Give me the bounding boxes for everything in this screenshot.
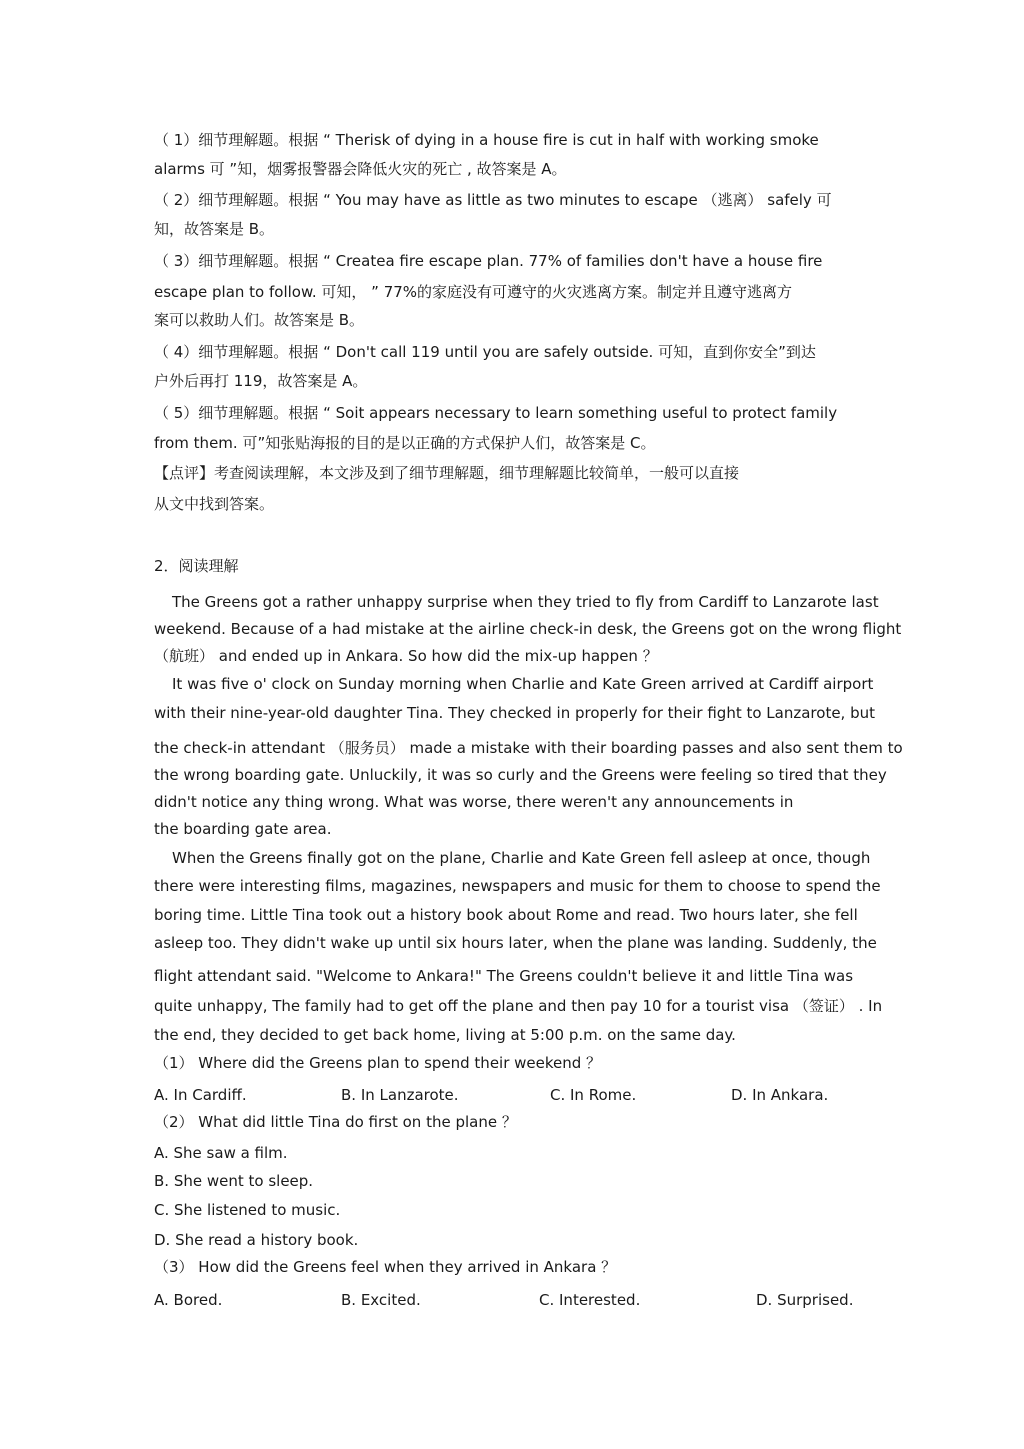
analysis-line: 知，故答案是 B。 (154, 220, 275, 238)
comment-line: 【点评】考查阅读理解，本文涉及到了细节理解题，细节理解题比较简单，一般可以直接 (154, 464, 740, 482)
passage-line: quite unhappy, The family had to get off the plane and then pay 10 for a tourist visa （签证） . In (154, 997, 883, 1015)
option-a: A. In Cardiff. (154, 1086, 247, 1104)
option-d: D. Surprised. (756, 1291, 854, 1309)
analysis-line: （ 4）细节理解题。根据 “ Don't call 119 until you are safely outside. 可知，直到你安全”到达 (154, 343, 816, 361)
analysis-line: from them. 可”知张贴海报的目的是以正确的方式保护人们，故答案是 C。 (154, 434, 656, 452)
comment-line: 从文中找到答案。 (154, 495, 275, 513)
analysis-line: escape plan to follow. 可知， ” 77%的家庭没有可遵守的火灾逃离方案。制定并且遵守逃离方 (154, 283, 793, 301)
passage-line: there were interesting films, magazines, newspapers and music for them to choose to spend the (154, 877, 881, 895)
analysis-line: 案可以救助人们。故答案是 B。 (154, 311, 365, 329)
analysis-line: alarms 可 ”知，烟雾报警器会降低火灾的死亡 , 故答案是 A。 (154, 160, 567, 178)
passage-line: the boarding gate area. (154, 820, 332, 838)
question-stem: （3） How did the Greens feel when they arrived in Ankara ？ (154, 1258, 617, 1276)
option-d: D. In Ankara. (731, 1086, 829, 1104)
option-b: B. In Lanzarote. (341, 1086, 459, 1104)
analysis-line: 户外后再打 119，故答案是 A。 (154, 372, 368, 390)
passage-line: boring time. Little Tina took out a history book about Rome and read. Two hours later, she fell (154, 906, 858, 924)
option-c: C. She listened to music. (154, 1201, 341, 1219)
analysis-line: （ 3）细节理解题。根据 “ Createa fire escape plan. 77% of families don't have a house fire (154, 252, 823, 270)
passage-line: The Greens got a rather unhappy surprise when they tried to fly from Cardiff to Lanzarote last (172, 593, 879, 611)
analysis-line: （ 2）细节理解题。根据 “ You may have as little as two minutes to escape （逃离） safely 可 (154, 191, 832, 209)
passage-line: didn't notice any thing wrong. What was worse, there weren't any announcements in (154, 793, 794, 811)
analysis-line: （ 1）细节理解题。根据 “ Therisk of dying in a house fire is cut in half with working smoke (154, 131, 819, 149)
passage-line: （航班） and ended up in Ankara. So how did the mix-up happen ？ (154, 647, 658, 665)
passage-line: weekend. Because of a had mistake at the airline check-in desk, the Greens got on the wrong flight (154, 620, 902, 638)
option-c: C. Interested. (539, 1291, 641, 1309)
passage-line: the check-in attendant （服务员） made a mistake with their boarding passes and also sent them to (154, 739, 903, 757)
passage-line: When the Greens finally got on the plane, Charlie and Kate Green fell asleep at once, though (172, 849, 871, 867)
passage-line: the end, they decided to get back home, living at 5:00 p.m. on the same day. (154, 1026, 736, 1044)
option-a: A. Bored. (154, 1291, 223, 1309)
option-b: B. Excited. (341, 1291, 421, 1309)
passage-line: flight attendant said. "Welcome to Ankara!" The Greens couldn't believe it and little Tina was (154, 967, 854, 985)
question-stem: （2） What did little Tina do first on the plane ？ (154, 1113, 517, 1131)
section-title: 2．阅读理解 (154, 557, 239, 575)
passage-line: the wrong boarding gate. Unluckily, it was so curly and the Greens were feeling so tired that they (154, 766, 887, 784)
option-a: A. She saw a film. (154, 1144, 288, 1162)
passage-line: It was five o' clock on Sunday morning when Charlie and Kate Green arrived at Cardiff airport (172, 675, 874, 693)
option-c: C. In Rome. (550, 1086, 637, 1104)
analysis-line: （ 5）细节理解题。根据 “ Soit appears necessary to learn something useful to protect family (154, 404, 838, 422)
passage-line: asleep too. They didn't wake up until six hours later, when the plane was landing. Suddenly, the (154, 934, 877, 952)
option-d: D. She read a history book. (154, 1231, 359, 1249)
question-stem: （1） Where did the Greens plan to spend their weekend ？ (154, 1054, 602, 1072)
option-b: B. She went to sleep. (154, 1172, 314, 1190)
passage-line: with their nine-year-old daughter Tina. They checked in properly for their fight to Lanzarote, but (154, 704, 876, 722)
